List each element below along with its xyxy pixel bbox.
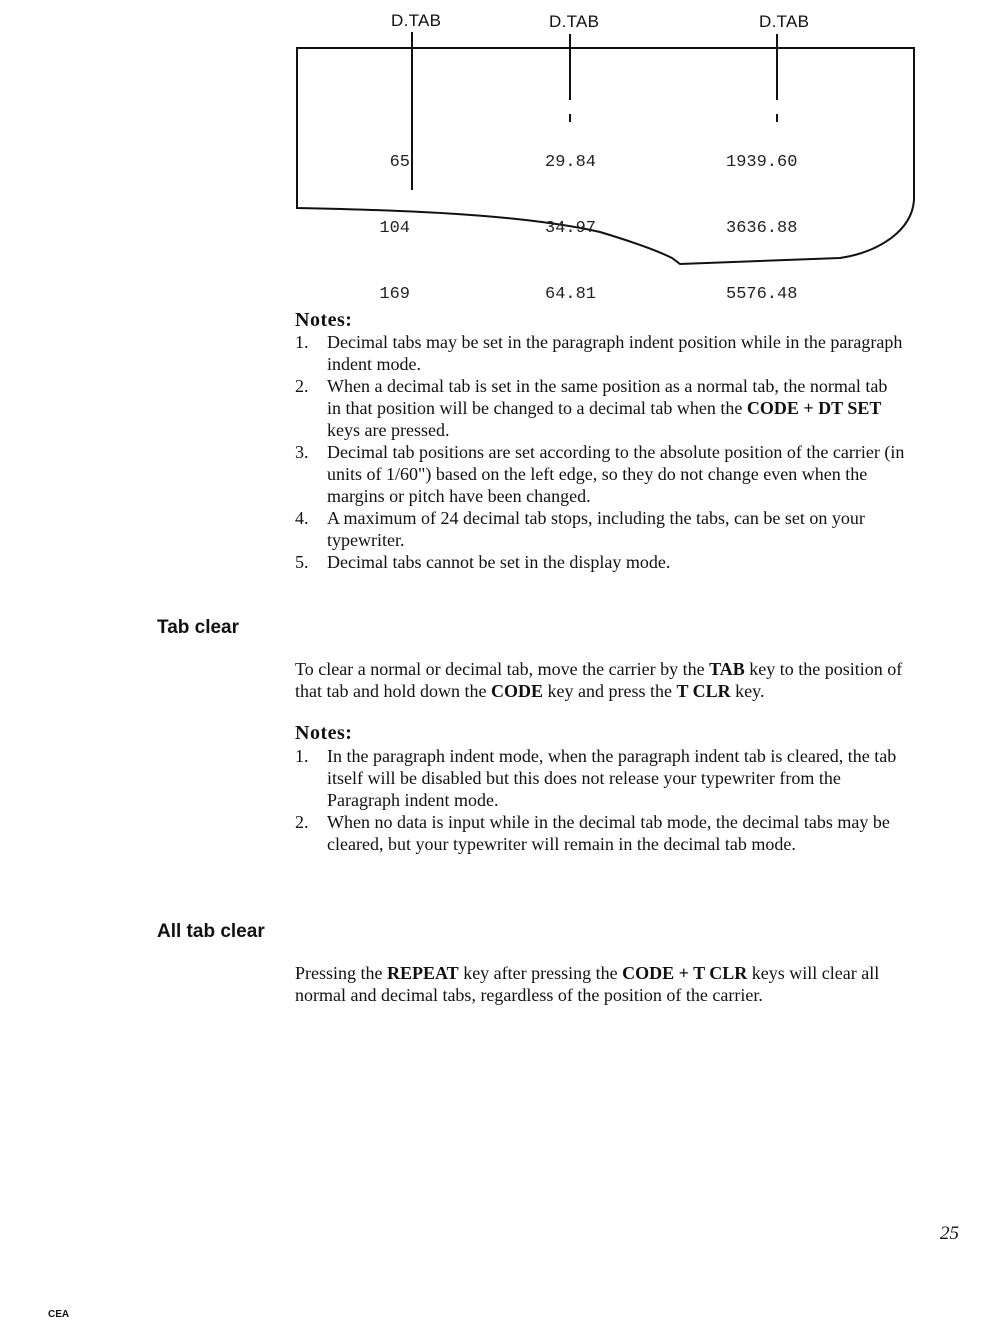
key-name: T CLR [676,681,731,701]
note-text: Decimal tabs cannot be set in the display mode. [327,552,671,572]
note-text: keys are pressed. [327,420,450,440]
section-heading-tab-clear: Tab clear [157,617,240,638]
tab-value: 34.97 [545,219,597,238]
page-number: 25 [940,1223,959,1244]
key-name: REPEAT [387,963,459,983]
note-item [295,507,905,551]
paragraph-text: key to the position of that tab and hold down the [295,659,903,701]
note-text: In the paragraph indent mode, when the paragraph indent tab is cleared, the tab itself will be disabled but this does not release your typewriter from the Paragraph indent mode. [327,746,897,810]
paragraph-text: key. [730,681,765,701]
tab-value: 1939.60 [726,153,798,172]
paper-outline [0,0,988,290]
note-item [295,745,905,811]
tab-column-2 [545,108,596,350]
tab-value: 104 [379,219,410,238]
dtab-label-1: D.TAB [391,11,442,30]
note-number: 4. [295,508,309,528]
dtab-label-2: D.TAB [549,12,600,31]
note-number: 1. [295,332,309,352]
tab-value: 64.81 [545,285,597,304]
note-text: A maximum of 24 decimal tab stops, including the tabs, can be set on your typewriter. [327,508,865,550]
note-item [295,551,905,573]
note-text: Decimal tabs may be set in the paragraph indent position while in the paragraph indent mode. [327,332,903,374]
tab-value: 29.84 [545,153,597,172]
note-item [295,375,905,441]
note-item [295,331,905,375]
dtab-label-3: D.TAB [759,12,810,31]
paragraph-text: key and press the [542,681,677,701]
note-item [295,811,905,855]
note-number: 1. [295,746,309,766]
tab-value: 3636.88 [726,219,798,238]
note-number: 2. [295,812,309,832]
tab-clear-notes-list [295,745,905,855]
note-number: 5. [295,552,309,572]
notes-heading: Notes: [295,722,353,744]
footer-mark: CEA [48,1309,70,1320]
key-name: TAB [709,659,745,679]
key-name: CODE + DT SET [746,398,882,418]
paragraph-text: key after pressing the [458,963,623,983]
section-heading-all-tab-clear: All tab clear [157,921,265,942]
note-text: When a decimal tab is set in the same position as a normal tab, the normal tab in that position will be changed to a decimal tab when the [327,376,888,418]
tab-value: 65 [389,153,410,172]
tab-value: 169 [379,285,410,304]
tab-clear-paragraph [295,658,915,702]
note-number: 3. [295,442,309,462]
notes-heading: Notes: [295,309,353,331]
note-text: Decimal tab positions are set according to the absolute position of the carrier (in units of 1/60") based on the left edge, so they do not change even when the margins or pitch have been changed. [327,442,905,506]
key-name: CODE + T CLR [622,963,748,983]
tab-value: 5576.48 [726,285,798,304]
paragraph-text: Pressing the [295,963,387,983]
note-text: When no data is input while in the decimal tab mode, the decimal tabs may be cleared, but your typewriter will remain in the decimal tab mode. [327,812,890,854]
notes-list [295,331,905,573]
note-number: 2. [295,376,309,396]
paragraph-text: To clear a normal or decimal tab, move the carrier by the [295,659,710,679]
key-name: CODE [490,681,543,701]
tab-column-3 [726,108,797,350]
note-item [295,441,905,507]
paragraph-text: keys will clear all normal and decimal tabs, regardless of the position of the carrier. [295,963,880,1005]
all-tab-clear-paragraph [295,962,915,1006]
